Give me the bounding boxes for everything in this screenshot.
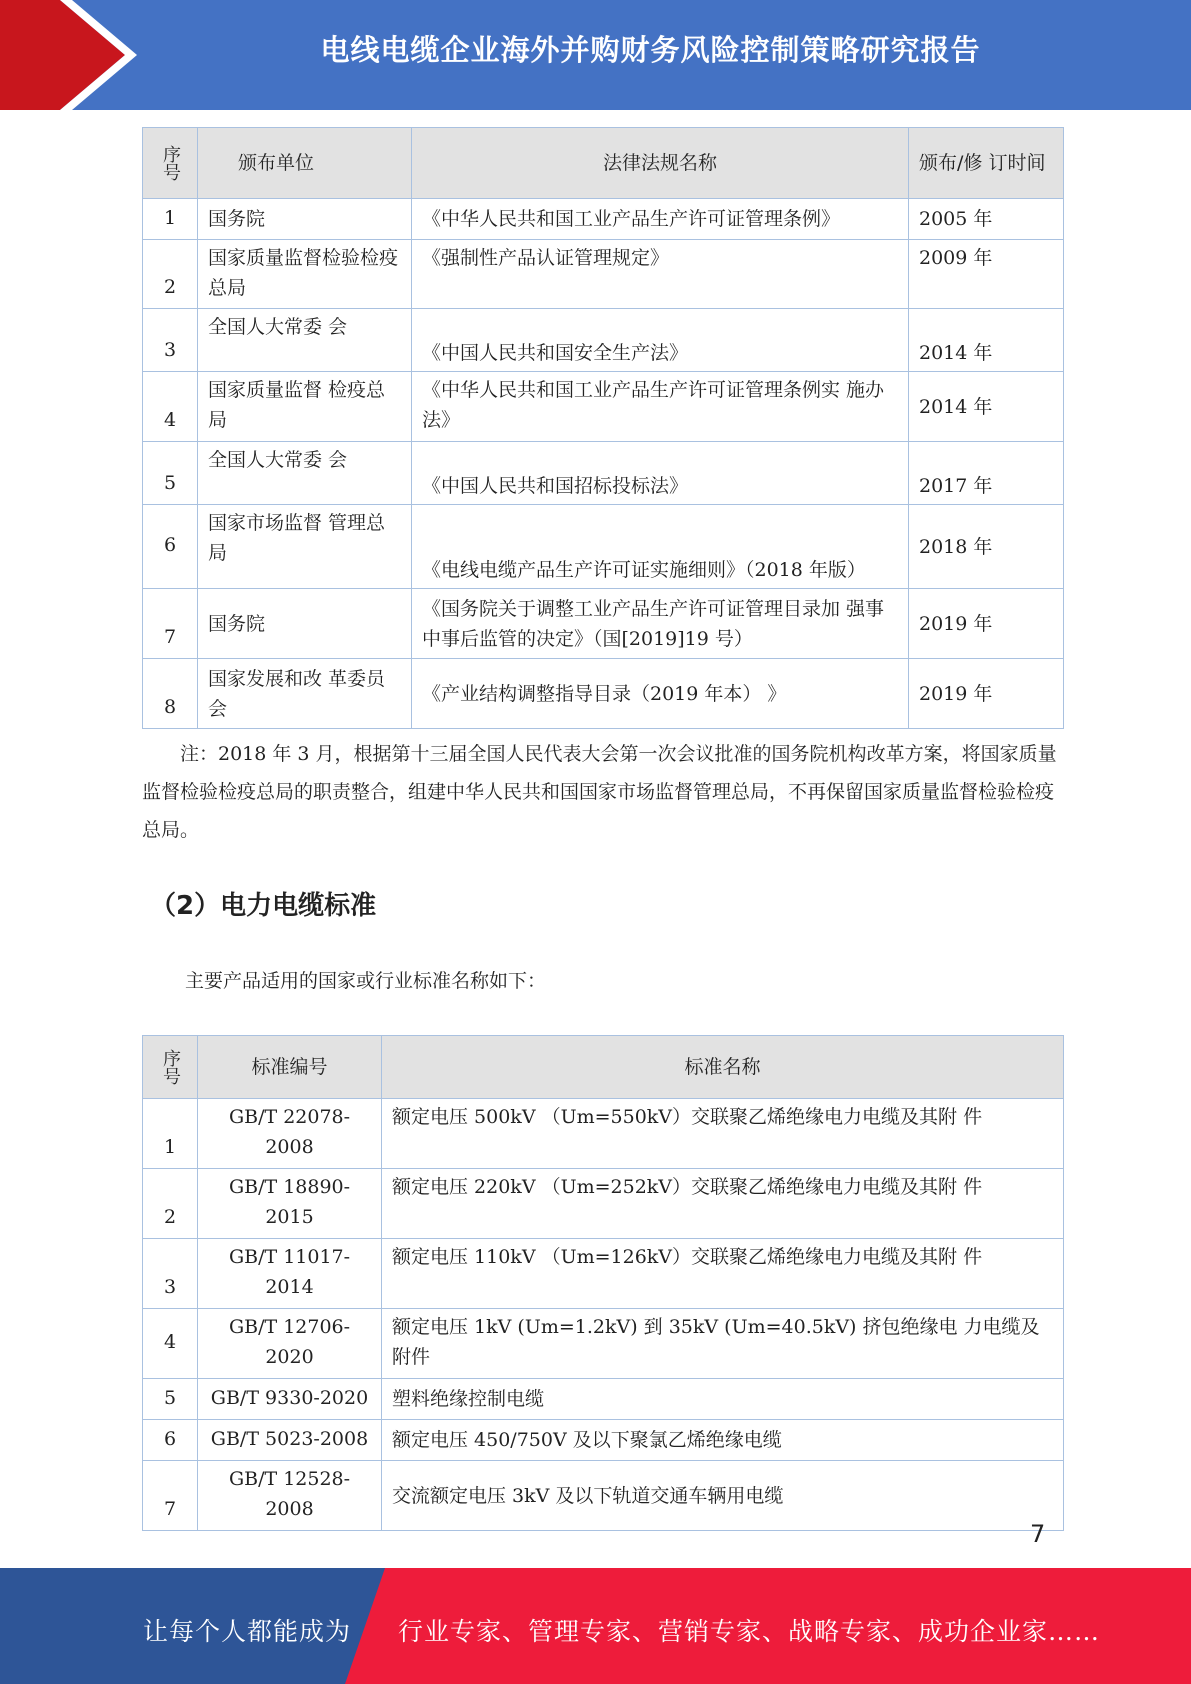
row-standard-code: GB/T 22078-2008	[198, 1099, 382, 1169]
standards-table	[142, 1035, 1064, 1531]
table-row	[143, 1169, 1064, 1239]
row-index: 2	[143, 1169, 198, 1239]
row-index: 3	[143, 1239, 198, 1309]
row-law-name: 《中华人民共和国工业产品生产许可证管理条例实 施办法》	[412, 372, 909, 442]
row-date: 2018 年	[909, 505, 1064, 589]
col-index: 序号	[143, 1036, 198, 1099]
col-standard-code: 标准编号	[198, 1036, 382, 1099]
law-table-header	[143, 128, 1064, 199]
col-standard-name: 标准名称	[382, 1036, 1064, 1099]
row-index: 6	[143, 505, 198, 589]
report-title: 电线电缆企业海外并购财务风险控制策略研究报告	[320, 33, 981, 67]
row-index: 2	[143, 240, 198, 309]
table-row	[143, 1099, 1064, 1169]
footer-slogan-left: 让每个人都能成为	[143, 1617, 352, 1646]
row-date: 2009 年	[909, 240, 1064, 309]
row-issuer: 国务院	[198, 589, 412, 659]
col-index: 序号	[143, 128, 198, 199]
page-footer	[0, 1568, 1191, 1684]
section-heading: （2）电力电缆标准	[150, 891, 377, 921]
row-index: 1	[143, 199, 198, 240]
table-row	[143, 199, 1064, 240]
row-issuer: 国务院	[198, 199, 412, 240]
row-date: 2019 年	[909, 659, 1064, 729]
table-row	[143, 442, 1064, 505]
row-index: 8	[143, 659, 198, 729]
table-row	[143, 659, 1064, 729]
row-standard-code: GB/T 18890-2015	[198, 1169, 382, 1239]
law-table	[142, 127, 1064, 729]
row-index: 4	[143, 372, 198, 442]
table-row	[143, 1309, 1064, 1379]
row-law-name: 《电线电缆产品生产许可证实施细则》（2018 年版）	[412, 505, 909, 589]
row-date: 2017 年	[909, 442, 1064, 505]
col-date: 颁布/修 订时间	[909, 128, 1064, 199]
row-standard-code: GB/T 12706-2020	[198, 1309, 382, 1379]
row-date: 2019 年	[909, 589, 1064, 659]
row-index: 7	[143, 589, 198, 659]
row-index: 5	[143, 1379, 198, 1420]
row-date: 2005 年	[909, 199, 1064, 240]
row-index: 4	[143, 1309, 198, 1379]
table-row	[143, 1239, 1064, 1309]
row-index: 3	[143, 309, 198, 372]
row-index: 5	[143, 442, 198, 505]
row-standard-code: GB/T 9330-2020	[198, 1379, 382, 1420]
table-row	[143, 1461, 1064, 1531]
row-issuer: 国家市场监督 管理总局	[198, 505, 412, 589]
table-row	[143, 589, 1064, 659]
row-index: 7	[143, 1461, 198, 1531]
intro-text: 主要产品适用的国家或行业标准名称如下：	[185, 970, 547, 992]
row-law-name: 《强制性产品认证管理规定》	[412, 240, 909, 309]
row-standard-name: 额定电压 220kV （Um=252kV）交联聚乙烯绝缘电力电缆及其附 件	[382, 1169, 1064, 1239]
header-arrow-decoration	[0, 0, 160, 110]
table-row	[143, 372, 1064, 442]
page-header	[0, 0, 1191, 110]
row-standard-name: 额定电压 110kV （Um=126kV）交联聚乙烯绝缘电力电缆及其附 件	[382, 1239, 1064, 1309]
row-law-name: 《国务院关于调整工业产品生产许可证管理目录加 强事中事后监管的决定》（国[2019]19 号）	[412, 589, 909, 659]
row-law-name: 《中华人民共和国工业产品生产许可证管理条例》	[412, 199, 909, 240]
row-issuer: 全国人大常委 会	[198, 442, 412, 505]
note-paragraph: 注：2018 年 3 月，根据第十三届全国人民代表大会第一次会议批准的国务院机构改革方案，将国家质量监督检验检疫总局的职责整合，组建中华人民共和国国家市场监督管理总局，不再保留国家质量监督检验检疫总局。	[142, 743, 1057, 841]
row-standard-name: 额定电压 500kV （Um=550kV）交联聚乙烯绝缘电力电缆及其附 件	[382, 1099, 1064, 1169]
table-row	[143, 1379, 1064, 1420]
page-number: 7	[1030, 1520, 1046, 1548]
col-issuer: 颁布单位	[198, 128, 412, 199]
row-index: 1	[143, 1099, 198, 1169]
row-issuer: 全国人大常委 会	[198, 309, 412, 372]
row-date: 2014 年	[909, 309, 1064, 372]
row-standard-name: 塑料绝缘控制电缆	[382, 1379, 1064, 1420]
col-law-name: 法律法规名称	[412, 128, 909, 199]
row-issuer: 国家发展和改 革委员会	[198, 659, 412, 729]
table-row	[143, 309, 1064, 372]
row-law-name: 《中国人民共和国招标投标法》	[412, 442, 909, 505]
row-law-name: 《中国人民共和国安全生产法》	[412, 309, 909, 372]
row-date: 2014 年	[909, 372, 1064, 442]
row-standard-code: GB/T 11017-2014	[198, 1239, 382, 1309]
footer-slogan-right: 行业专家、管理专家、营销专家、战略专家、成功企业家……	[398, 1617, 1101, 1646]
row-standard-name: 额定电压 1kV (Um=1.2kV) 到 35kV (Um=40.5kV) 挤包绝缘电 力电缆及附件	[382, 1309, 1064, 1379]
row-issuer: 国家质量监督 检疫总局	[198, 372, 412, 442]
row-issuer: 国家质量监督检验检疫总局	[198, 240, 412, 309]
table-row	[143, 240, 1064, 309]
row-standard-code: GB/T 5023-2008	[198, 1420, 382, 1461]
row-law-name: 《产业结构调整指导目录（2019 年本） 》	[412, 659, 909, 729]
standards-table-header	[143, 1036, 1064, 1099]
table-row	[143, 505, 1064, 589]
row-standard-code: GB/T 12528-2008	[198, 1461, 382, 1531]
row-index: 6	[143, 1420, 198, 1461]
row-standard-name: 交流额定电压 3kV 及以下轨道交通车辆用电缆	[382, 1461, 1064, 1531]
table-row	[143, 1420, 1064, 1461]
row-standard-name: 额定电压 450/750V 及以下聚氯乙烯绝缘电缆	[382, 1420, 1064, 1461]
